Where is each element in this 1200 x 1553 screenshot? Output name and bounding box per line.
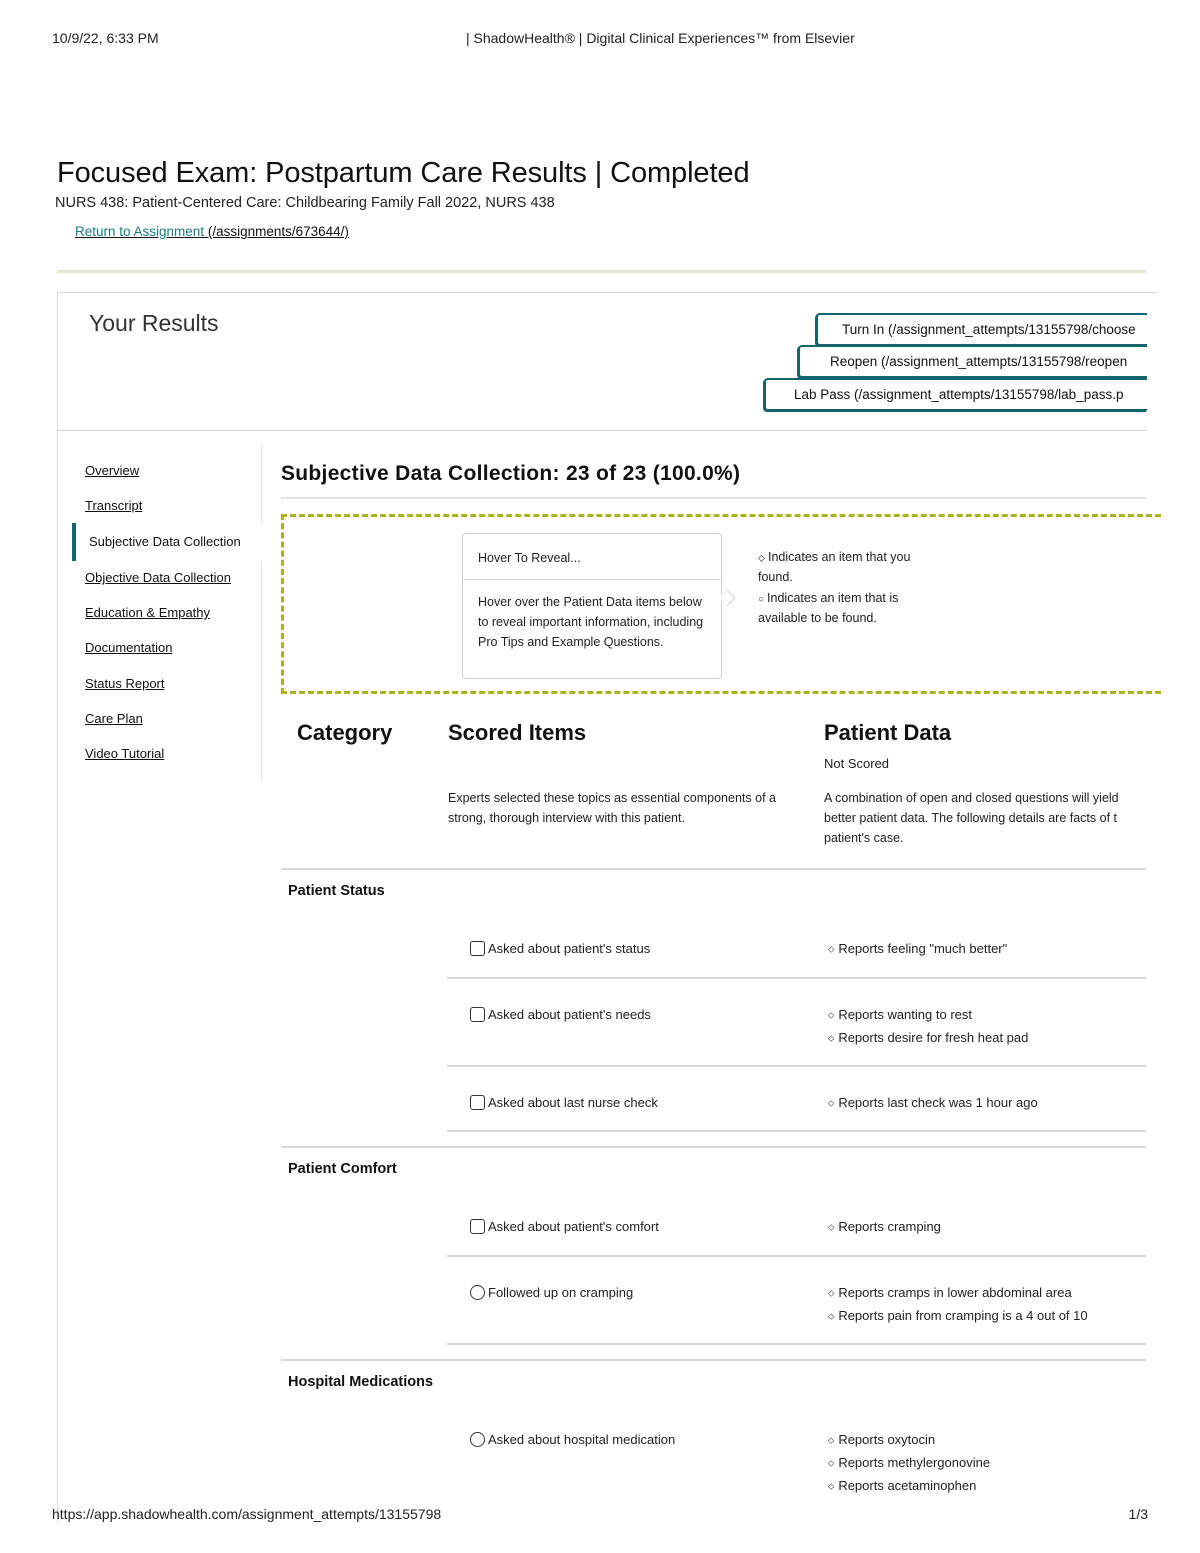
sidebar-item-care-plan[interactable]: Care Plan (85, 711, 143, 726)
filled-diamond-icon: ⬦ (828, 1033, 835, 1043)
checkbox-icon (470, 1095, 485, 1110)
reopen-button[interactable]: Reopen (/assignment_attempts/13155798/reopen (798, 345, 1147, 378)
section-divider (281, 497, 1146, 499)
patient-desc-line: A combination of open and closed questions will yield (824, 791, 1119, 805)
scored-item-label: Asked about patient's needs (488, 1007, 651, 1022)
not-scored-label: Not Scored (824, 756, 890, 771)
patient-data-text: Reports acetaminophen (838, 1478, 977, 1493)
print-page-title: | ShadowHealth® | Digital Clinical Experiences™ from Elsevier (466, 30, 855, 46)
scored-item-label: Asked about hospital medication (488, 1432, 676, 1447)
row-divider (447, 1255, 1146, 1257)
results-header (58, 293, 1147, 431)
patient-data-text: Reports oxytocin (838, 1432, 936, 1447)
course-name: NURS 438: Patient-Centered Care: Childbearing Family Fall 2022, NURS 438 (55, 195, 555, 211)
scored-item-label: Asked about patient's comfort (488, 1219, 659, 1234)
category-hospital-medications: Hospital Medications (288, 1374, 434, 1390)
footer-url: https://app.shadowhealth.com/assignment_attempts/13155798 (52, 1506, 442, 1522)
checkbox-icon (470, 1219, 485, 1234)
category-patient-status: Patient Status (288, 883, 385, 899)
scored-item-label: Followed up on cramping (488, 1285, 634, 1300)
sidebar-item-status-report[interactable]: Status Report (85, 676, 165, 691)
patient-data-item[interactable] (828, 1285, 1072, 1300)
patient-data-text: Reports methylergonovine (838, 1455, 991, 1470)
patient-data-text: Reports wanting to rest (838, 1007, 972, 1022)
filled-diamond-icon: ⬦ (828, 1435, 835, 1445)
checkbox-icon (470, 1285, 485, 1300)
hover-card-body: Hover over the Patient Data items below to reveal important information, including Pro Tips and Example Questions. (478, 595, 704, 649)
turn-in-button[interactable]: Turn In (/assignment_attempts/13155798/choose (816, 313, 1147, 346)
patient-data-item[interactable] (828, 1478, 976, 1493)
print-header (52, 30, 1148, 50)
patient-data-text: Reports feeling "much better" (838, 941, 1008, 956)
scored-item (470, 1219, 659, 1234)
filled-diamond-icon: ⬦ (828, 944, 835, 954)
return-link-label: Return to Assignment (75, 224, 205, 239)
row-divider (447, 1130, 1146, 1132)
category-divider (281, 1359, 1146, 1361)
scored-item-label: Asked about last nurse check (488, 1095, 658, 1110)
legend-found (758, 548, 938, 587)
patient-data-text: Reports cramping (838, 1219, 941, 1234)
patient-data-text: Reports pain from cramping is a 4 out of 10 (838, 1308, 1088, 1323)
row-divider (447, 977, 1146, 979)
sidebar-item-transcript[interactable]: Transcript (85, 498, 143, 513)
scored-items-description: Experts selected these topics as essential components of a strong, thorough interview with this patient. (448, 791, 776, 825)
sidebar-item-education-empathy[interactable]: Education & Empathy (85, 605, 211, 620)
hover-card-title: Hover To Reveal... (463, 534, 721, 580)
sidebar-item-subjective-data-collection[interactable]: Subjective Data Collection (72, 523, 262, 561)
section-title: Subjective Data Collection: 23 of 23 (100.0%) (281, 462, 741, 485)
return-link-path: (/assignments/673644/) (204, 224, 349, 239)
print-date: 10/9/22, 6:33 PM (52, 30, 159, 46)
legend-available-text: Indicates an item that is available to be found. (758, 591, 899, 625)
checkbox-icon (470, 941, 485, 956)
filled-diamond-icon: ⬦ (828, 1458, 835, 1468)
sidebar-item-overview[interactable]: Overview (85, 463, 140, 478)
divider (57, 270, 1146, 273)
scored-item (470, 1007, 651, 1022)
patient-data-item[interactable] (828, 1219, 941, 1234)
column-header-scored-items: Scored Items (448, 720, 587, 745)
scored-item (470, 941, 650, 956)
your-results-heading: Your Results (89, 310, 219, 336)
filled-diamond-icon: ⬦ (828, 1010, 835, 1020)
patient-data-text: Reports desire for fresh heat pad (838, 1030, 1029, 1045)
patient-data-item[interactable] (828, 1095, 1038, 1110)
filled-diamond-icon: ⬦ (828, 1288, 835, 1298)
filled-diamond-icon: ⬦ (758, 553, 765, 564)
page-title: Focused Exam: Postpartum Care Results | Completed (57, 157, 750, 189)
scored-item (470, 1285, 633, 1300)
patient-data-item[interactable] (828, 941, 1007, 956)
row-divider (447, 1343, 1146, 1345)
legend-box (281, 514, 1161, 694)
filled-diamond-icon: ⬦ (828, 1311, 835, 1321)
category-divider (281, 868, 1146, 870)
hollow-circle-icon: ○ (758, 594, 765, 605)
scored-item-label: Asked about patient's status (488, 941, 651, 956)
patient-data-item[interactable] (828, 1007, 972, 1022)
patient-data-item[interactable] (828, 1030, 1028, 1045)
legend-found-text: Indicates an item that you found. (758, 550, 911, 584)
filled-diamond-icon: ⬦ (828, 1098, 835, 1108)
checkbox-icon (470, 1432, 485, 1447)
patient-data-item[interactable] (828, 1455, 990, 1470)
patient-data-item[interactable] (828, 1308, 1088, 1323)
lab-pass-button[interactable]: Lab Pass (/assignment_attempts/13155798/lab_pass.p (764, 378, 1147, 411)
results-sidebar (57, 445, 262, 780)
sidebar-item-documentation[interactable]: Documentation (85, 640, 173, 655)
category-patient-comfort: Patient Comfort (288, 1161, 397, 1177)
filled-diamond-icon: ⬦ (828, 1222, 835, 1232)
sidebar-item-objective-data-collection[interactable]: Objective Data Collection (85, 570, 231, 585)
legend-available (758, 589, 938, 628)
patient-data-text: Reports last check was 1 hour ago (838, 1095, 1038, 1110)
patient-data-text: Reports cramps in lower abdominal area (838, 1285, 1072, 1300)
patient-desc-line: better patient data. The following details are facts of t (824, 811, 1117, 825)
sidebar-item-video-tutorial[interactable]: Video Tutorial (85, 746, 165, 761)
patient-data-description (824, 788, 1146, 848)
patient-data-item[interactable] (828, 1432, 935, 1447)
category-divider (281, 1146, 1146, 1148)
column-header-patient-data: Patient Data (824, 720, 952, 745)
filled-diamond-icon: ⬦ (828, 1481, 835, 1491)
return-to-assignment-link[interactable] (75, 224, 349, 239)
scored-item (470, 1432, 675, 1447)
hover-to-reveal-card[interactable] (462, 533, 722, 679)
column-header-category: Category (297, 720, 393, 745)
row-divider (447, 1065, 1146, 1067)
checkbox-icon (470, 1007, 485, 1022)
scored-item (470, 1095, 658, 1110)
footer-page-number: 1/3 (1128, 1506, 1148, 1522)
patient-desc-line: patient's case. (824, 831, 904, 845)
